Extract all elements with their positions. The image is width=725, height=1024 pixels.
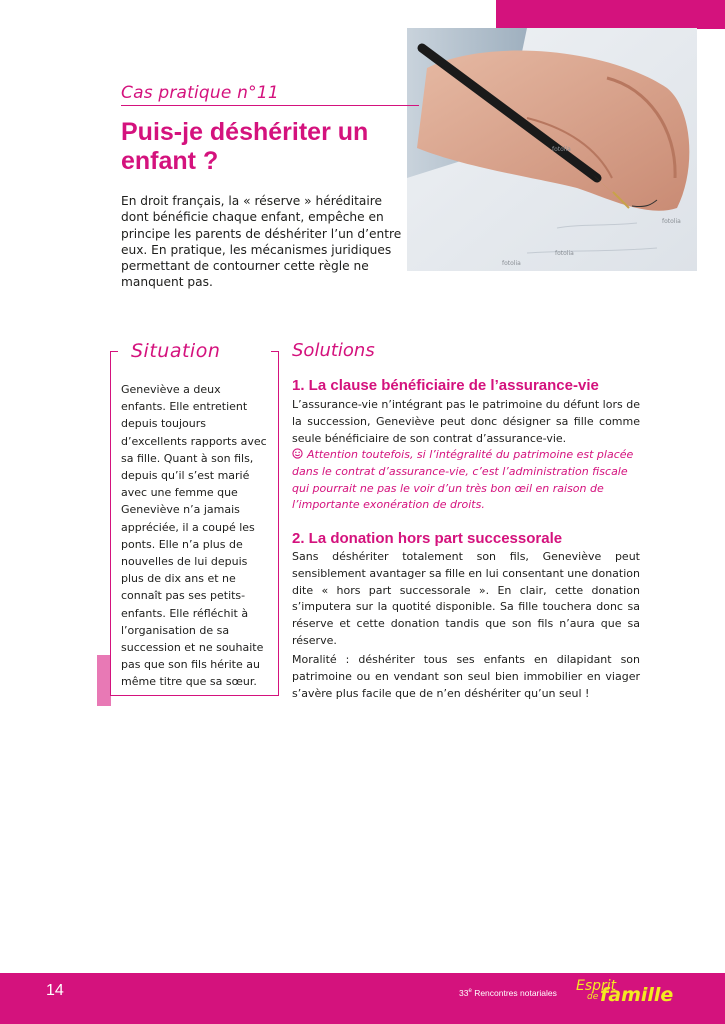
smiley-icon <box>292 448 303 459</box>
solutions-title: Solutions <box>292 340 375 361</box>
solution-1-warning <box>292 447 644 514</box>
situation-title: Situation <box>131 340 221 362</box>
warning-text: Attention toutefois, si l’intégralité du patrimoine est placée dans le contrat d’assurance-vie, c’est l’administration fiscale qui pourrait ne pas le voir d’un très bon œil en raison de l’importante exonération de droits. <box>292 448 634 512</box>
decorative-pink-block <box>97 655 111 706</box>
photo-watermark: fotolia <box>502 260 521 267</box>
edition-caption: Rencontres notariales <box>474 988 557 998</box>
solution-2-body: Sans déshériter totalement son fils, Geneviève peut sensiblement avantager sa fille en lui consentant une donation dite « hors part successorale ». En clair, cette donation s’imputera sur la quotité disponible. Sa fille touchera donc sa réserve et cette donation tandis que son fils n’aura que sa réserve. <box>292 550 640 647</box>
edition-sup: e <box>468 988 472 995</box>
photo-watermark: fotolia <box>662 218 681 225</box>
brand-esprit: Esprit <box>576 978 617 994</box>
box-tick <box>271 351 279 352</box>
brand-logo <box>576 976 676 1010</box>
solution-1-body: L’assurance-vie n’intégrant pas le patrimoine du défunt lors de la succession, Geneviève peut donc désigner sa fille comme seule bénéficiaire de son contrat d’assurance-vie. <box>292 398 640 445</box>
solution-1-heading: 1. La clause bénéficiaire de l’assurance-vie <box>292 377 599 394</box>
page-number: 14 <box>46 982 64 999</box>
edition-number: 33 <box>459 988 469 998</box>
corner-tab <box>496 0 725 29</box>
brand-famille: famille <box>600 984 674 1006</box>
situation-text: Geneviève a deux enfants. Elle entretient depuis toujours d’excellents rapports avec sa fille. Quant à son fils, depuis qu’il s’est marié avec une femme que Geneviève n’a jamais appréciée, il a coupé les ponts. Elle n’a plus de nouvelles de lui depuis plus de dix ans et ne connaît pas ses petits-enfants. Elle réfléchit à l’organisation de sa succession et ne souhaite pas que son fils hérite au même titre que sa sœur. <box>121 383 267 689</box>
hand-writing-photo <box>407 28 697 271</box>
brand-de: de <box>587 992 599 1002</box>
photo-watermark: fotolia <box>552 146 571 153</box>
box-tick <box>110 351 118 352</box>
kicker-rule <box>121 105 419 106</box>
solution-2-heading: 2. La donation hors part successorale <box>292 530 563 547</box>
intro-paragraph: En droit français, la « réserve » héréditaire dont bénéficie chaque enfant, empêche en principe les parents de déshériter l’un d’entre eux. En pratique, les mécanismes juridiques permettant de contourner cette règle ne manquent pas. <box>121 194 402 290</box>
footer-caption <box>459 988 557 998</box>
photo-watermark: fotolia <box>555 250 574 257</box>
moral-paragraph: Moralité : déshériter tous ses enfants en dilapidant son patrimoine ou en vendant son seul bien immobilier en viager s’avère plus facile que de n’en déshériter qu’un seul ! <box>292 653 640 700</box>
case-kicker: Cas pratique n°11 <box>121 83 279 103</box>
page-title: Puis-je déshériter un enfant ? <box>121 118 369 175</box>
